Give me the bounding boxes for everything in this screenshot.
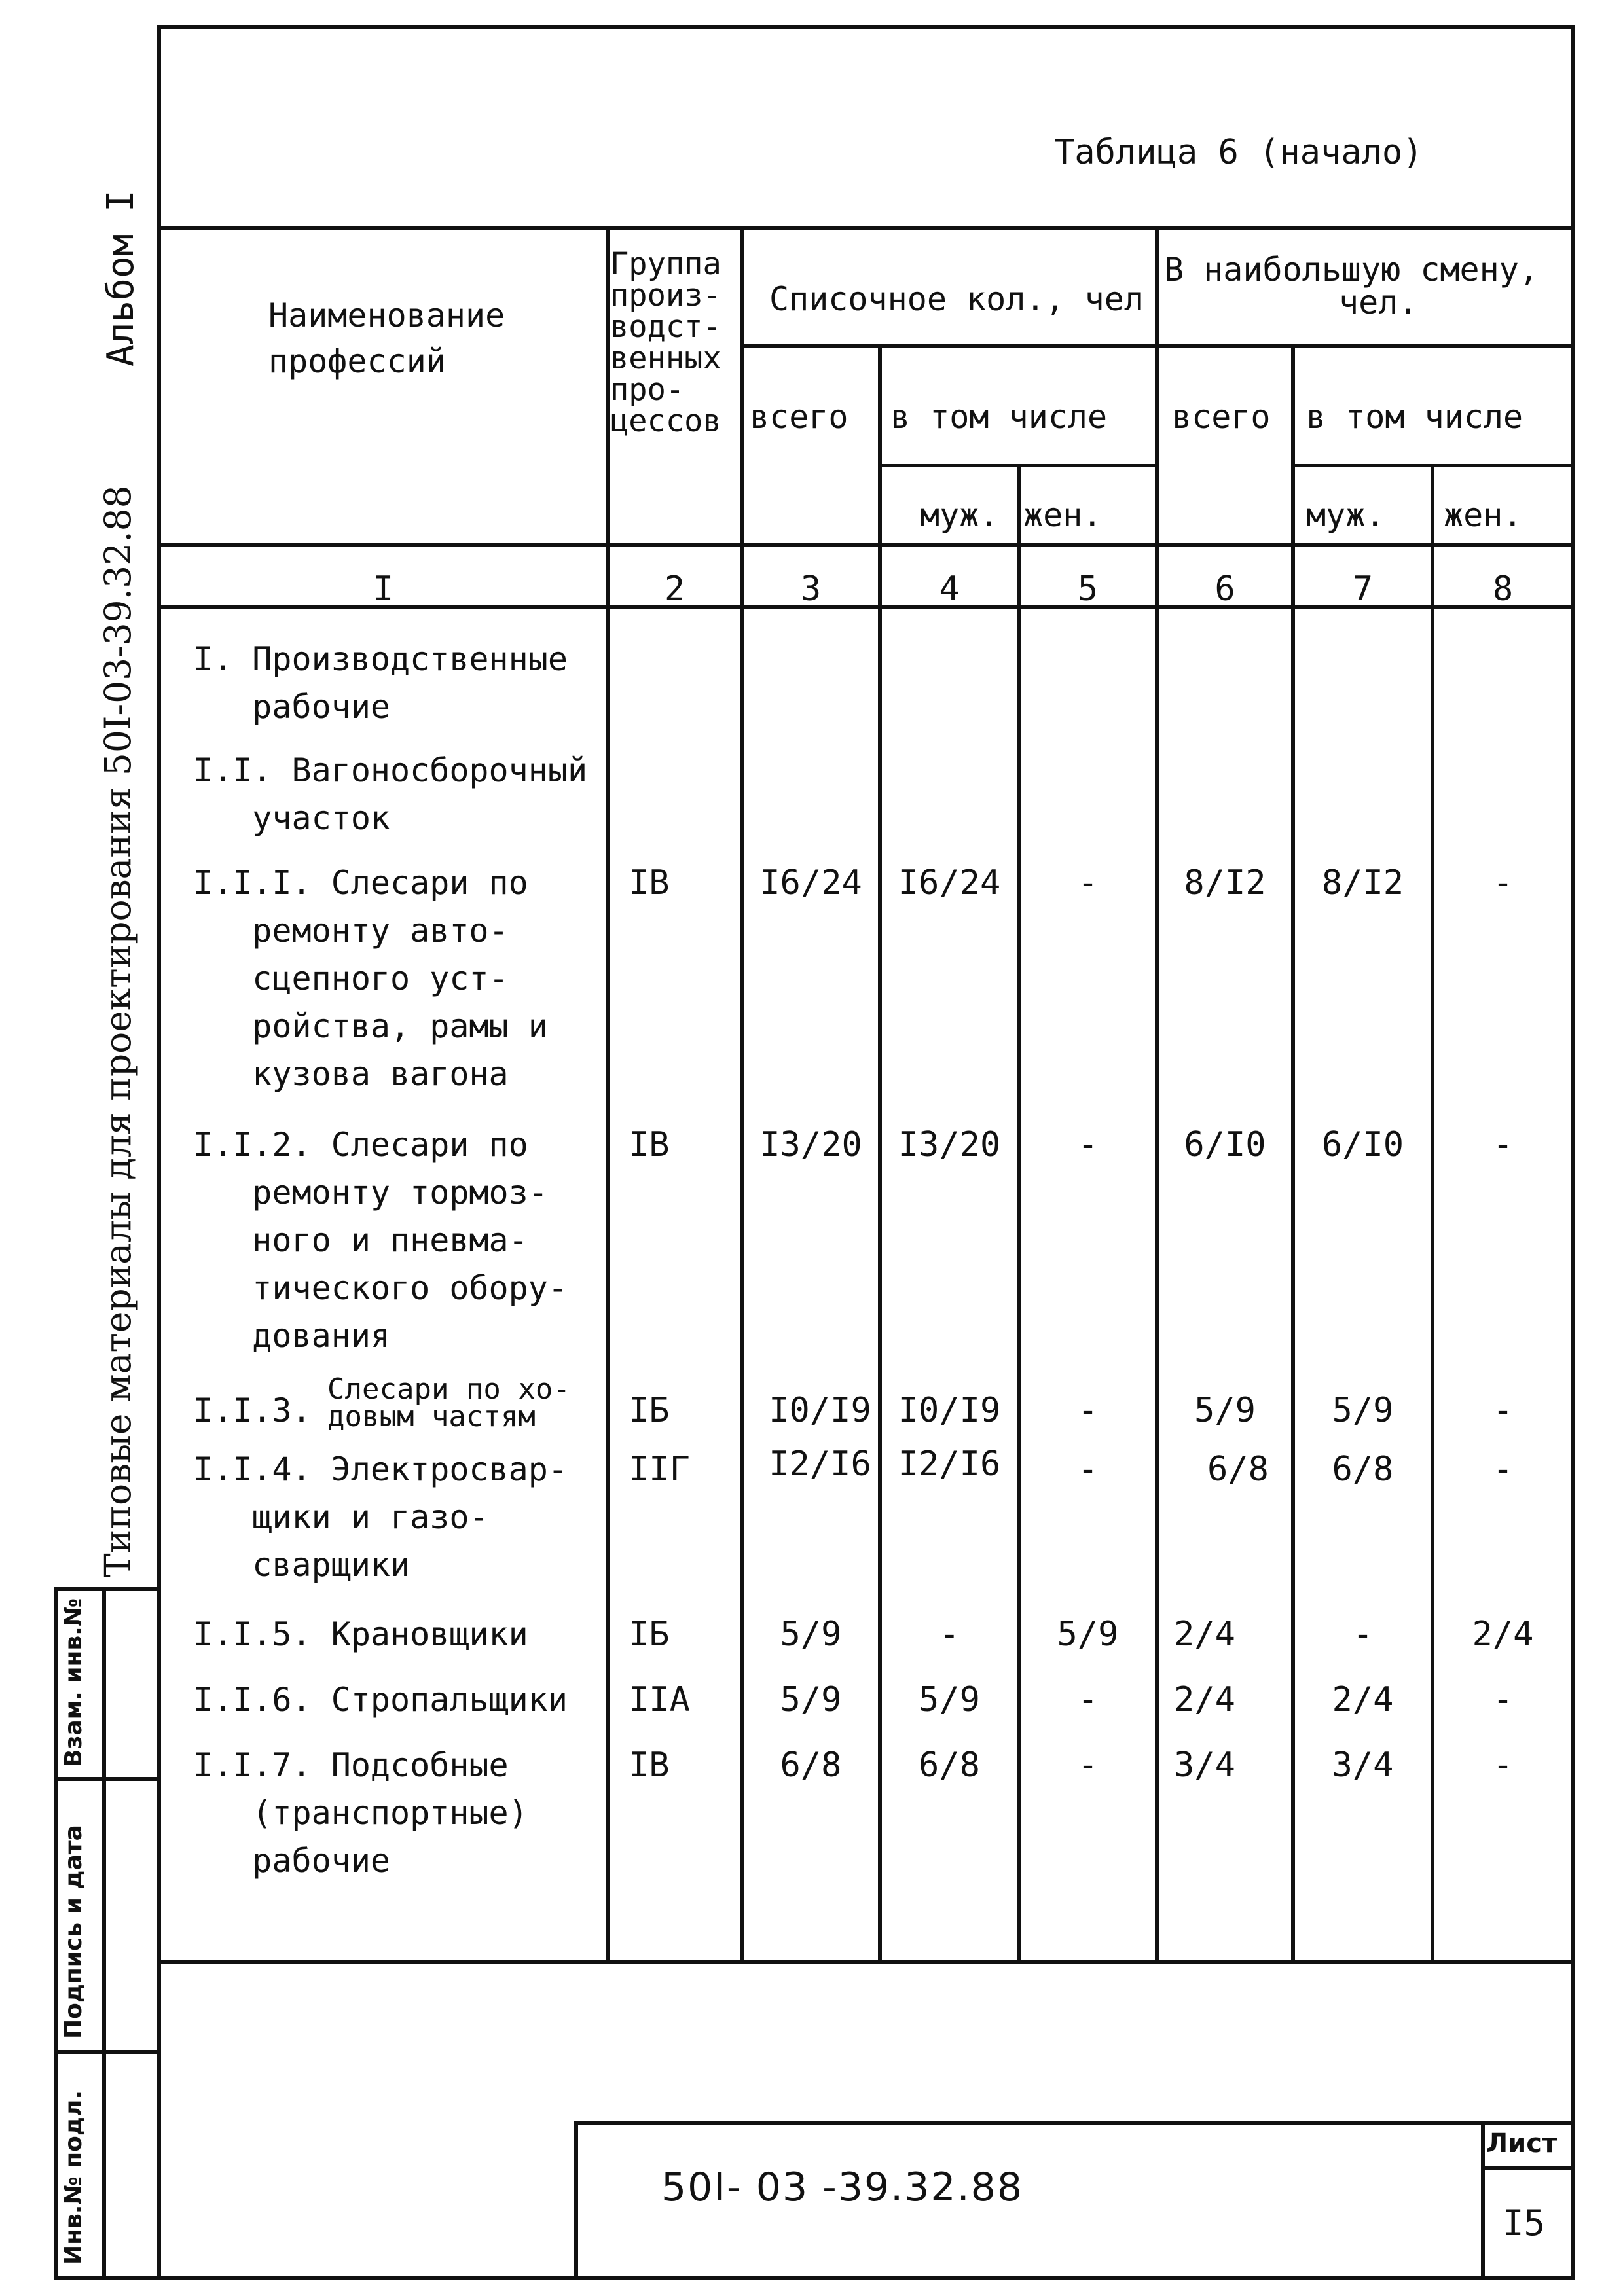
cell-list-men: I0/I9 [898,1391,1001,1430]
cell-shift-men: 2/4 [1332,1680,1394,1719]
cell-list-men: - [939,1615,960,1654]
colnum-8: 8 [1492,569,1514,609]
cell-group: IIГ [629,1450,690,1489]
header-max-shift-line2: чел. [1339,283,1418,321]
stamp-strip-line-1 [54,1777,161,1781]
header-v-tom-chisle-list: в том числе [890,398,1108,436]
cell-shift-total: 8/I2 [1184,863,1266,903]
header-col1-line1: Наименование [268,296,505,334]
cell-shift-women: - [1492,1450,1514,1489]
cell-shift-men: 3/4 [1332,1746,1394,1785]
col-div-4 [1017,464,1021,1962]
row-name-line: тического обору- [193,1269,568,1307]
series-title: Типовые материалы для проектирования 50I-03-39.32.88 [97,485,139,1577]
cell-list-women: - [1077,1125,1099,1164]
cell-group: IВ [629,1125,670,1164]
cell-list-total: I3/20 [759,1125,862,1164]
row-name-line: сцепного уст- [193,960,509,997]
cell-list-total: 6/8 [780,1746,842,1785]
titleblock-left [574,2121,578,2278]
header-bottom [157,543,1575,547]
row-name-line: ройства, рамы и [193,1007,548,1045]
colnum-4: 4 [939,569,960,609]
hdr-line-c [1295,464,1575,467]
row-name-line: ного и пневма- [193,1221,528,1259]
frame-bottom [157,2276,1575,2280]
cell-shift-total: 2/4 [1174,1615,1235,1654]
cell-group: IВ [629,863,670,903]
cell-group: IБ [629,1615,670,1654]
cell-shift-women: - [1492,863,1514,903]
header-v-tom-chisle-shift: в том числе [1306,398,1523,436]
row-name-line: кузова вагона [193,1055,509,1093]
cell-shift-total: 6/8 [1207,1450,1269,1489]
table-bottom [157,1960,1575,1964]
cell-shift-total: 5/9 [1194,1391,1256,1430]
cell-list-total: I6/24 [759,863,862,903]
cell-shift-women: 2/4 [1472,1615,1534,1654]
document-code: 50I- 03 -39.32.88 [661,2164,1024,2210]
frame-top [157,25,1575,29]
header-col1-line2: профессий [268,342,446,380]
header-vsego-shift: всего [1172,398,1271,436]
row-name-line: сварщики [193,1546,410,1584]
row-name-line: I.I.7. Подсобные [193,1746,509,1784]
colnum-3: 3 [800,569,822,609]
row-name-line: I.I. Вагоносборочный [193,751,588,789]
cell-list-women: - [1077,1680,1099,1719]
stamp-strip-line-2 [54,2050,161,2054]
cell-list-total: 5/9 [780,1615,842,1654]
col-div-1 [606,226,610,1962]
row-name-line: I. Производственные [193,640,568,678]
colnum-6: 6 [1214,569,1235,609]
row-name-line: рабочие [193,1842,391,1880]
cell-shift-women: - [1492,1125,1514,1164]
header-muzh-list: муж. [920,496,999,534]
stamp-vzam-inv: Взам. инв.№ [60,1598,87,1767]
cell-list-women: - [1077,1391,1099,1430]
row-name-line: рабочие [193,688,391,726]
cell-shift-women: - [1492,1391,1514,1430]
hdr-line-a [744,344,1575,348]
cell-list-women: - [1077,1450,1099,1489]
stamp-strip-top [54,1587,161,1591]
cell-shift-men: 8/I2 [1321,863,1404,903]
cell-shift-men: 6/8 [1332,1450,1394,1489]
header-zhen-list: жен. [1023,496,1103,534]
cell-shift-total: 3/4 [1174,1746,1235,1785]
cell-list-men: I3/20 [898,1125,1001,1164]
cell-list-total: I2/I6 [769,1444,871,1484]
header-col2-line: венных [610,340,721,376]
table-top [157,226,1575,230]
cell-shift-men: 5/9 [1332,1391,1394,1430]
header-max-shift-line1: В наибольшую смену, [1164,251,1539,289]
stamp-strip-bottom [54,2276,161,2280]
header-col2-line: водст- [610,309,721,345]
stamp-strip-divider [102,1587,106,2280]
stamp-inv-podl: Инв.№ подл. [60,2090,87,2265]
header-col2-line: цессов [610,403,721,439]
table-caption: Таблица 6 (начало) [1054,133,1423,172]
header-vsego-list: всего [750,398,848,436]
colnum-2: 2 [664,569,685,609]
cell-list-women: - [1077,863,1099,903]
cell-list-men: 5/9 [919,1680,980,1719]
row-name-line: дования [193,1317,391,1355]
cell-shift-total: 6/I0 [1184,1125,1266,1164]
header-zhen-shift: жен. [1444,496,1523,534]
titleblock-sheet-divider [1481,2121,1485,2278]
row-name-sup: Слесари по хо- [327,1372,570,1406]
colnum-7: 7 [1352,569,1374,609]
cell-list-total: 5/9 [780,1680,842,1719]
header-muzh-shift: муж. [1306,496,1385,534]
stamp-podpis-data: Подпись и дата [60,1825,87,2039]
row-name-line: щики и газо- [193,1498,489,1536]
album-label: Альбом I [100,190,142,367]
row-name-line: участок [193,799,391,837]
header-col2-line: Группа [610,246,721,282]
cell-group: IВ [629,1746,670,1785]
header-col2-line: произ- [610,278,721,314]
colnum-1: I [373,569,394,609]
cell-group: IБ [629,1391,670,1430]
colnum-5: 5 [1077,569,1099,609]
row-name-line: (транспортные) [193,1794,528,1832]
cell-shift-men: 6/I0 [1321,1125,1404,1164]
header-list-count: Списочное кол., чел [769,280,1144,318]
col-div-7 [1431,464,1434,1962]
frame-left [157,25,161,2280]
row-name-line: I.I.I. Слесари по [193,864,528,902]
cell-shift-women: - [1492,1680,1514,1719]
cell-group: IIА [629,1680,690,1719]
cell-list-total: I0/I9 [769,1391,871,1430]
row-name-line: I.I.4. Электросвар- [193,1450,568,1488]
row-name-line: ремонту тормоз- [193,1174,548,1211]
cell-list-men: I2/I6 [898,1444,1001,1484]
row-name-line: I.I.6. Стропальщики [193,1681,568,1719]
cell-list-men: I6/24 [898,863,1001,903]
row-name-line: I.I.5. Крановщики [193,1615,528,1653]
sheet-number: I5 [1503,2202,1546,2244]
cell-list-men: 6/8 [919,1746,980,1785]
frame-right [1571,25,1575,2280]
cell-list-women: - [1077,1746,1099,1785]
cell-shift-total: 2/4 [1174,1680,1235,1719]
stamp-strip-left [54,1587,58,2280]
cell-shift-men: - [1352,1615,1374,1654]
row-name-line: I.I.2. Слесари по [193,1126,528,1164]
row-name-prefix: I.I.3. [193,1391,312,1429]
cell-shift-women: - [1492,1746,1514,1785]
row-name-sub: довым частям [327,1400,536,1433]
header-col2-line: про- [610,372,685,408]
cell-list-women: 5/9 [1057,1615,1119,1654]
row-name-line: ремонту авто- [193,912,509,950]
titleblock-top [574,2121,1575,2125]
sheet-label: Лист [1486,2128,1558,2159]
